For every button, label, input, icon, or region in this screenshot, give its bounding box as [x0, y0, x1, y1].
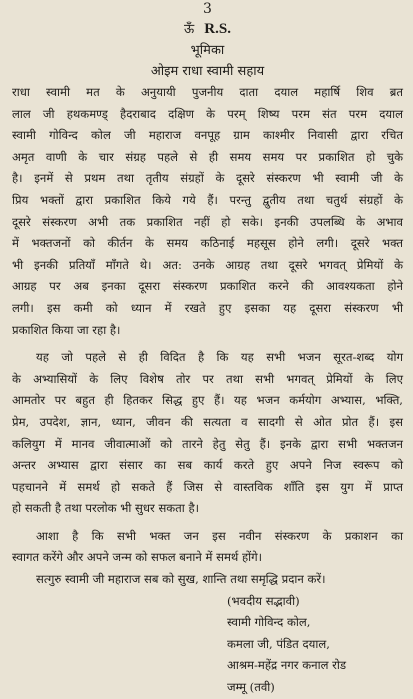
invocation-line: ओइम राधा स्वामी सहाय [150, 64, 265, 79]
page-number: 3 [203, 1, 212, 17]
text-line: में भक्तजनों को कीर्तन के समय कठिनाई महसूस होने लगी। दूसरे भक्त [12, 236, 403, 251]
paragraph [12, 347, 403, 520]
text-line: के अभ्यासियों के लिए विशेष तोर पर तथा सभी भगवत् प्रेमियों के लिए [12, 371, 403, 386]
text-line: आमतोर पर बहुत ही हितकर सिद्ध हुए हैं। यह भजन कर्मयोग अभ्यास, भक्ति, [12, 393, 403, 408]
text-line: अन्तर अभ्यास द्वारा संसार का सब कार्य करते हुए अपने निज स्वरूप को [12, 458, 403, 473]
text-line: कलियुग में मानव जीवात्माओं को तारने हेतु सेतु हैं। इनके द्वारा सभी भक्तजन [12, 436, 403, 451]
text-line: लगी। इस कमी को ध्यान में रखते हुए इसका यह दूसरा संस्करण भी [12, 300, 403, 315]
signature-line: आश्रम-महेंद्र नगर कनाल रोड [227, 658, 347, 673]
header-line [12, 18, 403, 40]
section-heading: भूमिका [190, 43, 225, 58]
paragraph [12, 569, 403, 591]
text-line: आशा है कि सभी भक्त जन इस नवीन संस्करण के प्रकाशन का [36, 528, 403, 543]
text-line: लाल जी हथकमण्ड् हैदराबाद दक्षिण के परम् शिष्य परम संत परम दयाल [12, 106, 403, 121]
text-line: प्रकाशित किया जा रहा है। [12, 322, 121, 337]
paragraph [12, 82, 403, 341]
signature-line: जम्मू (तवी) [227, 680, 275, 695]
text-line: दूसरे संस्करण अभी तक प्रकाशित नहीं हो सके। इनकी उपलब्धि के अभाव [12, 214, 403, 229]
text-line: स्वागत करेंगे और अपने जन्म को सफल बनाने में समर्थ होंगे। [12, 550, 263, 565]
text-line: आग्रह पर अब इनका दूसरा संस्करण प्रकाशित करने की आवश्यकता होने [12, 279, 403, 294]
text-line: है। इनमें से प्रथम तथा तृतीय संग्रहों के दूसरे संस्करण भी स्वामी जी के [12, 171, 403, 186]
text-line: प्रेम, उपदेश, ज्ञान, ध्यान, जीवन की सत्यता व सादगी से ओत प्रोत हैं। इस [12, 414, 403, 429]
text-line: सत्गुरु स्वामी जी महाराज सब को सुख, शान्ति तथा समृद्धि प्रदान करें। [36, 572, 326, 587]
paragraph [12, 526, 403, 569]
text-line: भी इनकी प्रतियाँ माँगते थे। अत: उनके आग्रह तथा दूसरे भगवत् प्रेमियों के [12, 257, 403, 272]
om-symbol: ऊँ [184, 22, 195, 37]
signature-line: कमला जी, पंडित दयाल, [227, 636, 330, 651]
rs-title: R.S. [204, 21, 231, 37]
text-line: स्वामी गोविन्द कोल जी महाराज वनपूह ग्राम काश्मीर निवासी द्वारा रचित [12, 128, 403, 143]
text-line: पहचानने में समर्थ हो सकते हैं जिस से वास्तविक शाँति इस युग में प्राप्त [12, 479, 403, 494]
text-line: प्रिय भक्तों द्वारा प्रकाशित किये गये हैं। परन्तु द्वुतीय तथा चतुर्थ संग्रहों के [12, 192, 403, 207]
text-line: यह जो पहले से ही विदित है कि यह सभी भजन सूरत-शब्द योग [36, 350, 403, 365]
text-line: हो सकती है तथा परलोक भी सुधर सकता है। [12, 501, 200, 516]
signature-line: स्वामी गोविन्द कोल, [227, 615, 311, 630]
body-text [12, 82, 403, 591]
text-line: राधा स्वामी मत के अनुयायी पुजनीय दाता दयाल महार्षि शिव ब्रत [12, 85, 403, 99]
text-line: अमृत वाणी के चार संग्रह पहले से ही समय समय पर प्रकाशित हो चुके [12, 149, 403, 164]
signature-block [227, 591, 403, 699]
signature-line: (भवदीय सद्भावी) [227, 593, 300, 608]
